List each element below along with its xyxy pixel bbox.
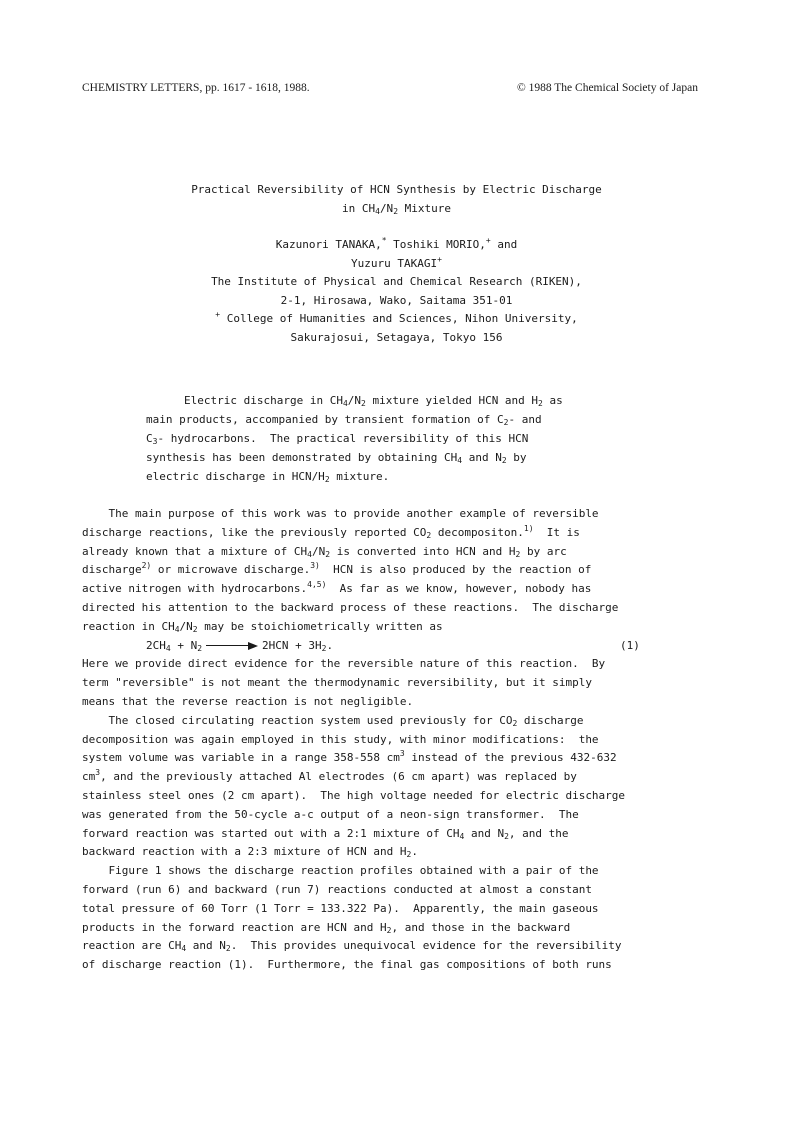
text-line: stainless steel ones (2 cm apart). The high voltage needed for electric discharge (82, 788, 626, 802)
text-line: discharge$^{2)}$ or microwave discharge.$^{3)}$ HCN is also produced by the reaction of (82, 561, 592, 577)
affiliation-2-address: Sakurajosui, Setagaya, Tokyo 156 (290, 330, 503, 344)
text-line: was generated from the 50-cycle a-c output of a neon-sign transformer. The (82, 807, 579, 821)
journal-citation: CHEMISTRY LETTERS, pp. 1617 - 1618, 1988. (82, 82, 310, 94)
text-line: forward (run 6) and backward (run 7) reactions conducted at almost a constant (82, 882, 592, 896)
text-line: system volume was variable in a range 358-558 $cm^3$ instead of the previous 432-632 (82, 749, 617, 765)
text-line: The closed circulating reaction system used previously for $CO_2$ discharge (82, 713, 584, 728)
text-line: reaction in $CH_4/N_2$ may be stoichiometrically written as (82, 619, 443, 634)
text-line: The main purpose of this work was to provide another example of reversible (82, 507, 599, 520)
affiliation-1-address: 2-1, Hirosawa, Wako, Saitama 351-01 (280, 293, 513, 307)
affiliation-1: The Institute of Physical and Chemical Research (RIKEN), (211, 275, 582, 288)
paper-title (0, 180, 793, 218)
text-line: Figure 1 shows the discharge reaction profiles obtained with a pair of the (82, 864, 599, 878)
text-line: of discharge reaction (1). Furthermore, the final gas compositions of both runs (82, 958, 612, 972)
body-text (82, 505, 698, 975)
text-line: forward reaction was started out with a 2:1 mixture of $CH_4$ and $N_2$, and the (82, 826, 569, 841)
equation-number: (1) (620, 638, 640, 652)
title-line-1: Practical Reversibility of HCN Synthesis by Electric Discharge (191, 183, 602, 196)
equation-1: $2CH_4 + N_2$ $2HCN + 3H_2$. (1) (82, 637, 698, 656)
text-line: means that the reverse reaction is not negligible. (82, 694, 414, 708)
running-header (82, 82, 698, 98)
author-block (0, 236, 793, 347)
author-line-1: Kazunori TANAKA,* Toshiki MORIO,+ and (275, 236, 518, 251)
text-line: decomposition was again employed in this study, with minor modifications: the (82, 732, 599, 746)
text-line: backward reaction with a 2:3 mixture of HCN and $H_2$. (82, 845, 418, 860)
text-line: Here we provide direct evidence for the reversible nature of this reaction. By (82, 657, 606, 671)
text-line: discharge reactions, like the previously reported $CO_2$ decompositon.$^{1)}$ It is (82, 523, 580, 540)
text-line: $cm^3$, and the previously attached Al electrodes (6 cm apart) was replaced by (82, 768, 577, 784)
text-line: products in the forward reaction are HCN and $H_2$, and those in the backward (82, 920, 571, 935)
author-line-2: Yuzuru TAKAGI+ (351, 254, 442, 270)
abstract: Electric discharge in $CH_4/N_2$ mixture yielded HCN and $H_2$ as main products, accompanied by transient formation of $C_2-$ and $C_3-$ hydrocarbons. The practical reversibility of this HCN synthesis has been demonstrated by obtaining $CH_4$ and $N_2$ by electric discharge in HCN/$H_2$ mixture. (146, 394, 563, 484)
reaction-arrow-icon (206, 642, 258, 650)
text-line: term "reversible" is not meant the thermodynamic reversibility, but it simply (82, 676, 592, 690)
text-line: total pressure of 60 Torr (1 Torr = 133.322 Pa). Apparently, the main gaseous (82, 901, 599, 915)
text-line: directed his attention to the backward process of these reactions. The discharge (82, 600, 619, 614)
text-line: already known that a mixture of $CH_4/N_2$ is converted into HCN and $H_2$ by arc (82, 544, 567, 559)
copyright-notice: © 1988 The Chemical Society of Japan (517, 82, 698, 94)
affiliation-2: + College of Humanities and Sciences, Nihon University, (215, 310, 578, 325)
text-line: reaction are $CH_4$ and $N_2$. This provides unequivocal evidence for the reversibility (82, 939, 622, 954)
text-line: active nitrogen with hydrocarbons.$^{4,5)}$ As far as we know, however, nobody has (82, 580, 592, 596)
title-line-2: in $CH_4/N_2$ Mixture (341, 202, 451, 216)
